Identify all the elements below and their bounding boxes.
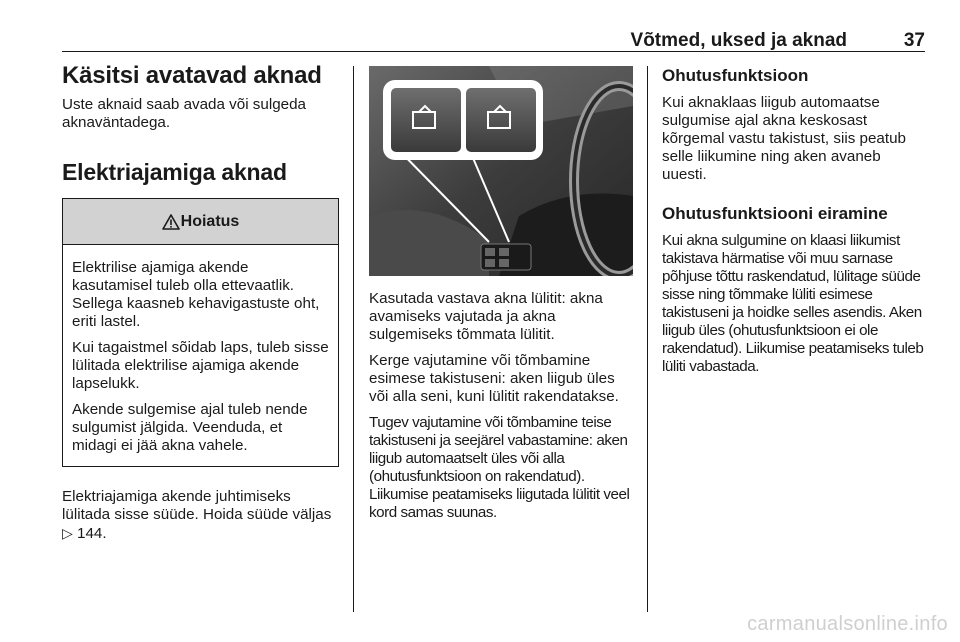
column-divider-right [647, 66, 648, 612]
section-heading-safety-override: Ohutusfunktsiooni eiramine [662, 204, 888, 223]
warning-paragraph: Kui tagaistmel sõidab laps, tuleb sisse lülitada elektrilise ajamiga akende lapselukk. [72, 339, 329, 392]
warning-title: Hoiatus [180, 212, 240, 230]
safety-override-text: Kui akna sulgumine on klaasi liikumist takistava härmatise või muu sarnase põhjuse tõttu raskendatud, lülitage süüde sisse ning tõmmake lüliti esimese takistuseni ja hoidke selles asendis. Aken liigub üles (ohutusfunktsioon ei ole rakendatud). Liikumise peatamiseks tuleb lüliti vabastada. [662, 232, 924, 375]
safety-function-text: Kui aknaklaas liigub automaatse sulgumise ajal akna keskosast kõrgemal vastu takistust, siis peatub selle liikumine ning aken avaneb uuesti. [662, 94, 906, 183]
ignition-note [62, 488, 340, 543]
switch-usage-text: Kasutada vastava akna lülitit: akna avamiseks vajutada ja akna sulgemiseks tõmmata lülitit. [369, 290, 603, 343]
header-title: Võtmed, uksed ja aknad [630, 30, 847, 51]
window-switch-photo [369, 66, 633, 276]
header-divider [62, 51, 925, 52]
section-heading-power-windows: Elektriajamiga aknad [62, 159, 287, 185]
watermark: carmanualsonline.info [747, 613, 948, 635]
strong-press-text: Tugev vajutamine või tõmbamine teise takistuseni ja seejärel vabastamine: aken liigub automaatselt üles või alla (ohutusfunktsioon on rakendatud). Liikumise peatamiseks liigutada lülitit veel kord samas suunas. [369, 414, 630, 521]
warning-header [63, 199, 338, 245]
light-press-text: Kerge vajutamine või tõmbamine esimese takistuseni: aken liigub üles või alla seni, kuni lülitit rakendatakse. [369, 352, 619, 405]
warning-box [62, 198, 339, 467]
section-heading-manual-windows: Käsitsi avatavad aknad [62, 62, 322, 89]
manual-windows-text: Uste aknaid saab avada või sulgeda aknaväntadega. [62, 96, 307, 131]
column-divider-left [353, 66, 354, 612]
page-reference-arrow-icon: ▷ [62, 525, 73, 541]
column-right [662, 66, 927, 384]
warning-body [63, 245, 338, 466]
ignition-note-text: Elektriajamiga akende juhtimiseks lülitada sisse süüde. Hoida süüde väljas [62, 488, 332, 523]
section-heading-safety-function: Ohutusfunktsioon [662, 66, 809, 85]
column-middle [369, 66, 633, 530]
page-number: 37 [903, 30, 925, 51]
warning-triangle-icon [162, 214, 180, 230]
column-left [62, 62, 340, 551]
page-reference-link[interactable]: 144. [77, 525, 107, 542]
page-header [62, 30, 925, 52]
warning-paragraph: Elektrilise ajamiga akende kasutamisel tuleb olla ettevaatlik. Sellega kaasneb kehavigastuste oht, eriti lastel. [72, 259, 320, 330]
warning-paragraph: Akende sulgemise ajal tuleb nende sulgumist jälgida. Veenduda, et midagi ei jää akna vahele. [72, 401, 308, 454]
